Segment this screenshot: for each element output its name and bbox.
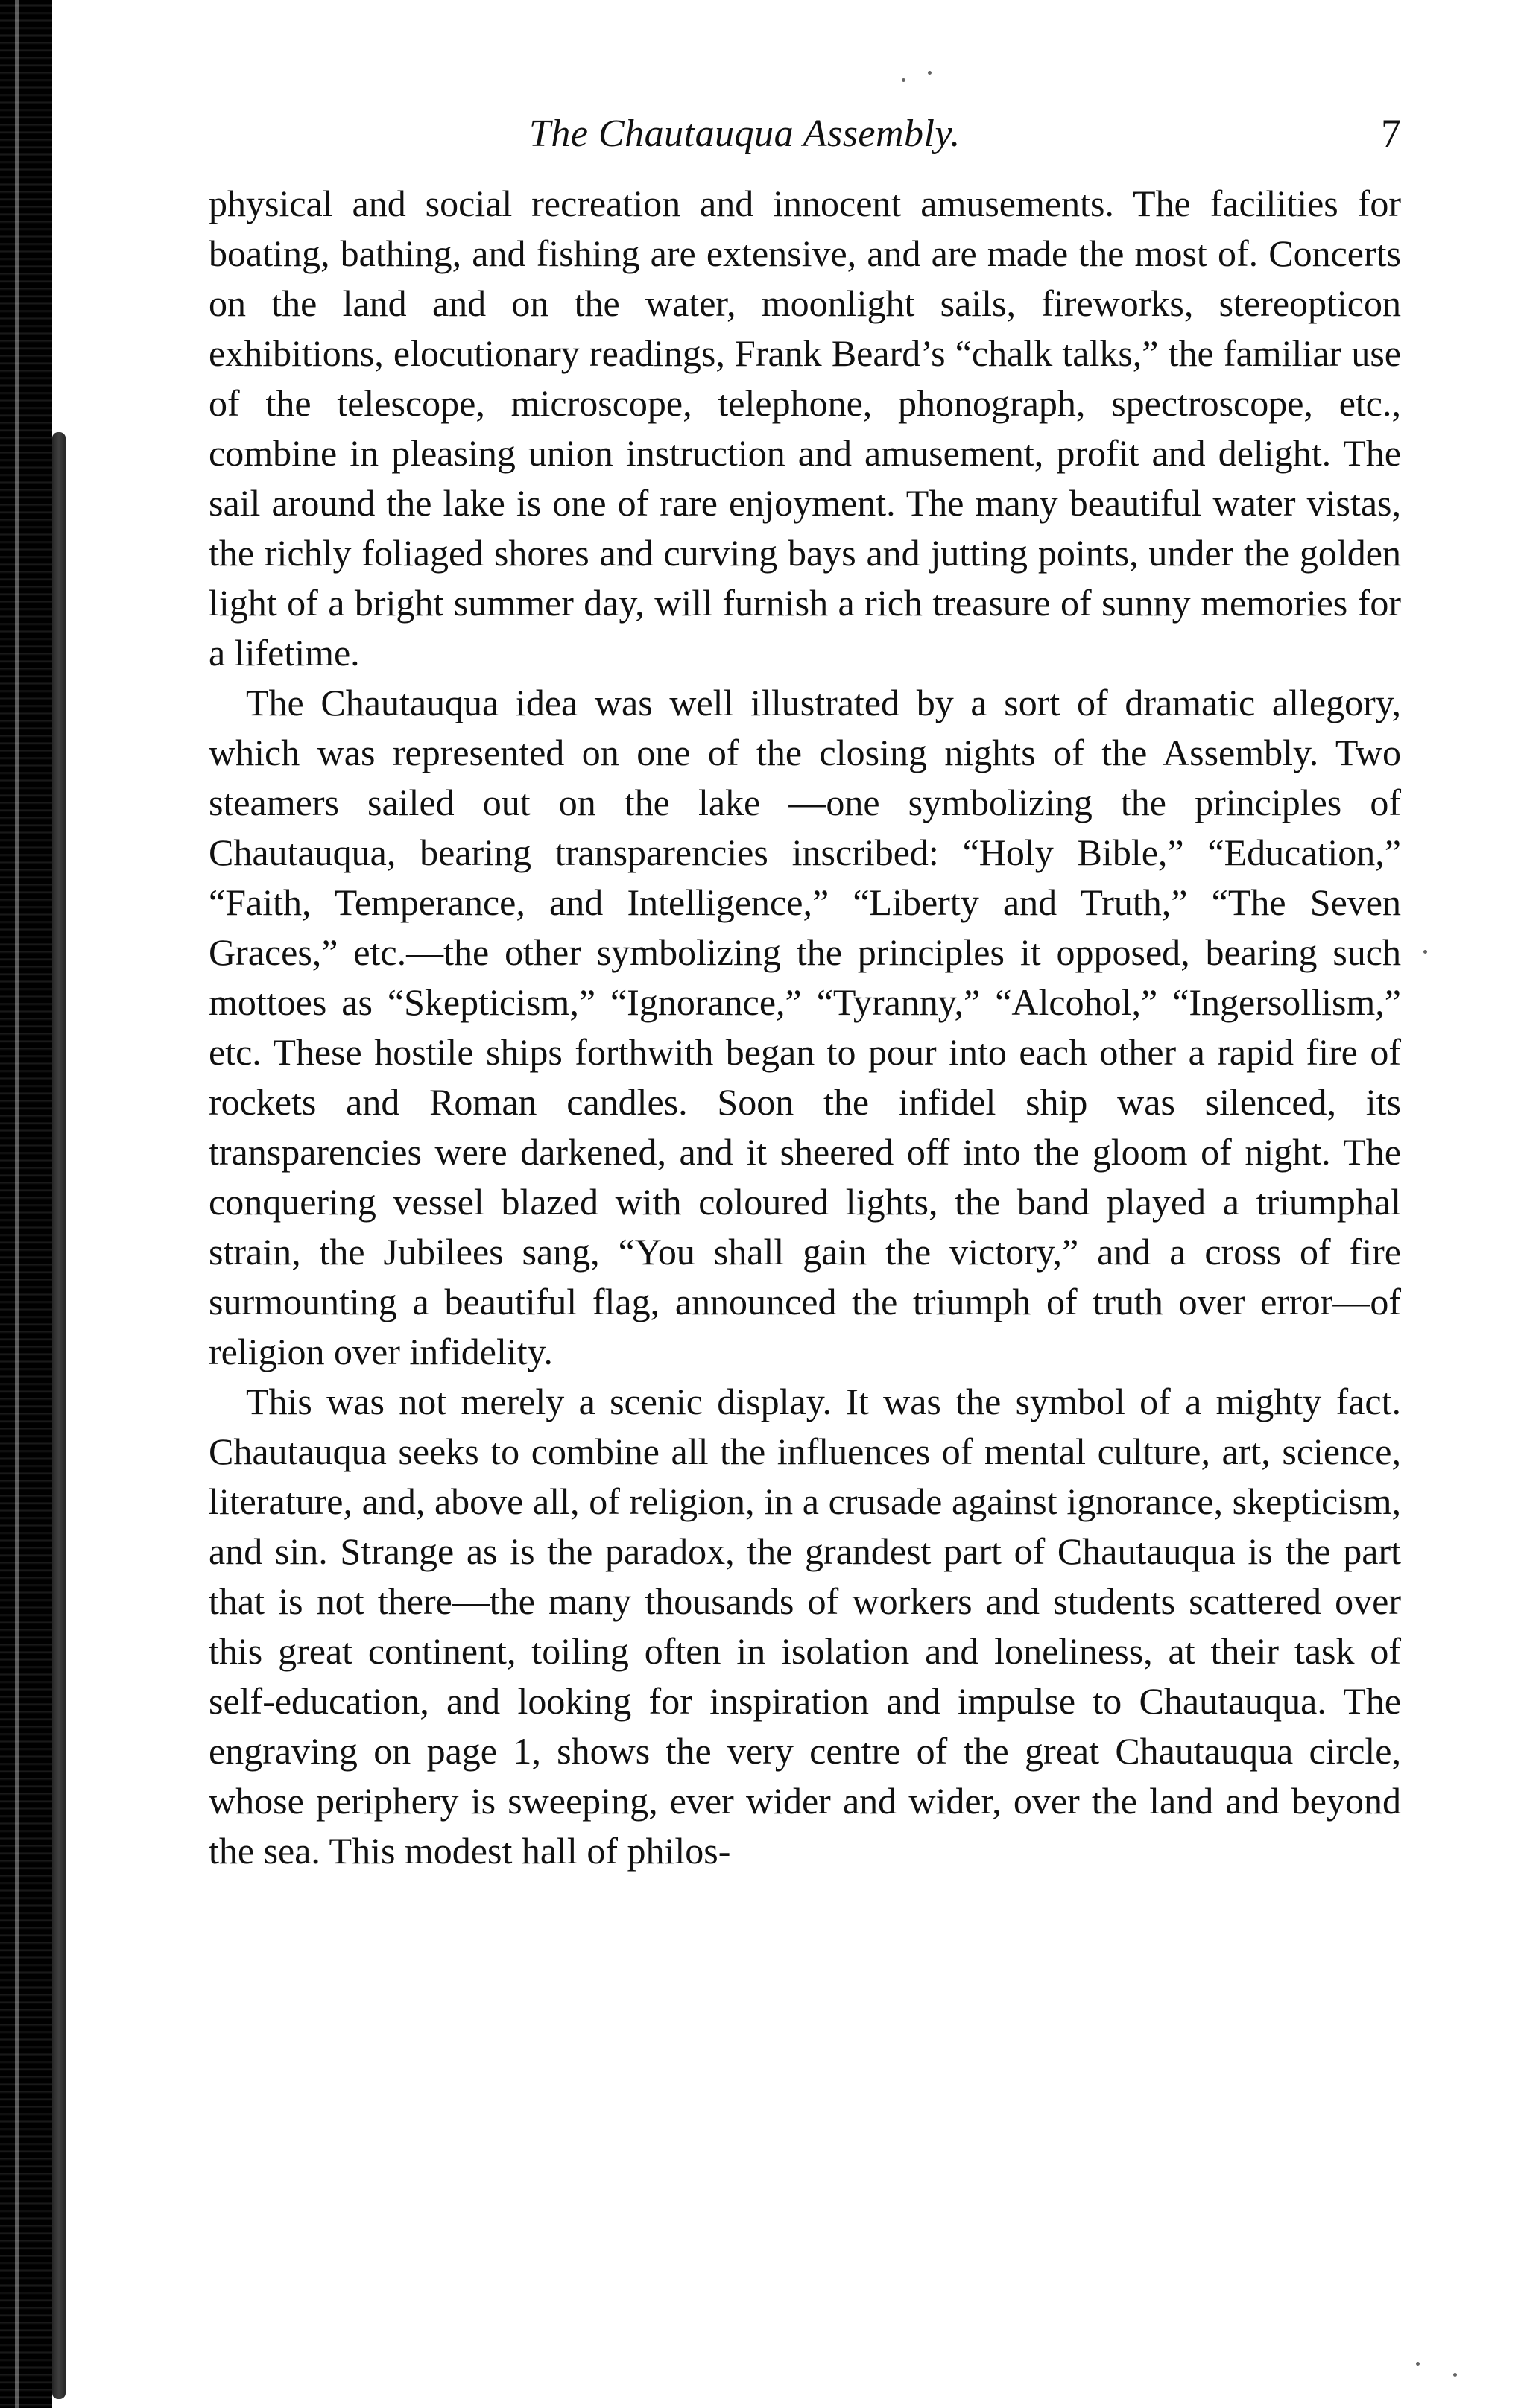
book-binding: [0, 0, 52, 2408]
ink-speck: [1423, 950, 1427, 954]
paragraph-3: This was not merely a scenic display. It was the symbol of a mighty fact. Chautauqua seeks to combine all the influences of mental culture, art, science, literature, and, above all, of religion, in a crusade against ignorance, skepticism, and sin. Strange as is the paradox, the grandest part of Chautauqua is the part that is not there—the many thousands of workers and students scattered over this great continent, toiling often in isolation and loneliness, at their task of self-education, and looking for inspiration and impulse to Chautauqua. The engraving on page 1, shows the very centre of the great Chautauqua circle, whose periphery is sweeping, ever wider and wider, over the land and beyond the sea. This modest hall of philos-: [209, 1381, 1401, 1872]
page: [209, 97, 1401, 1876]
ink-speck: [902, 78, 905, 82]
spine-shadow: [52, 432, 66, 2399]
body-text: [209, 179, 1401, 1876]
ink-speck: [1453, 2373, 1457, 2377]
running-head: [209, 97, 1401, 179]
paragraph-2: The Chautauqua idea was well illustrated by a sort of dramatic allegory, which was represented on one of the closing nights of the Assembly. Two steamers sailed out on the lake —one symbolizing the principles of Chautauqua, bearing transparencies inscribed: “Holy Bible,” “Education,” “Faith, Temperance, and Intelligence,” “Liberty and Truth,” “The Seven Graces,” etc.—the other symbolizing the principles it opposed, bearing such mottoes as “Skepticism,” “Ignorance,” “Tyranny,” “Alcohol,” “Ingersollism,” etc. These hostile ships forthwith began to pour into each other a rapid fire of rockets and Roman candles. Soon the infidel ship was silenced, its transparencies were darkened, and it sheered off into the gloom of night. The conquering vessel blazed with coloured lights, the band played a triumphal strain, the Jubilees sang, “You shall gain the victory,” and a cross of fire surmounting a beautiful flag, announced the triumph of truth over error—of religion over infidelity.: [209, 682, 1401, 1372]
ink-speck: [1416, 2362, 1420, 2366]
running-title: The Chautauqua Assembly.: [529, 113, 961, 155]
paragraph-1: physical and social recreation and innocent amusements. The facilities for boating, bathing, and fishing are extensive, and are made the most of. Concerts on the land and on the water, moonlight sails, fireworks, stereopticon exhibitions, elocutionary readings, Frank Beard’s “chalk talks,” the familiar use of the telescope, microscope, telephone, phonograph, spectroscope, etc., combine in pleasing union instruction and amusement, profit and delight. The sail around the lake is one of rare enjoyment. The many beautiful water vistas, the richly foliaged shores and curving bays and jutting points, under the golden light of a bright summer day, will furnish a rich treasure of sunny memories for a lifetime.: [209, 183, 1401, 674]
ink-speck: [928, 71, 932, 75]
page-number: 7: [1381, 111, 1401, 156]
